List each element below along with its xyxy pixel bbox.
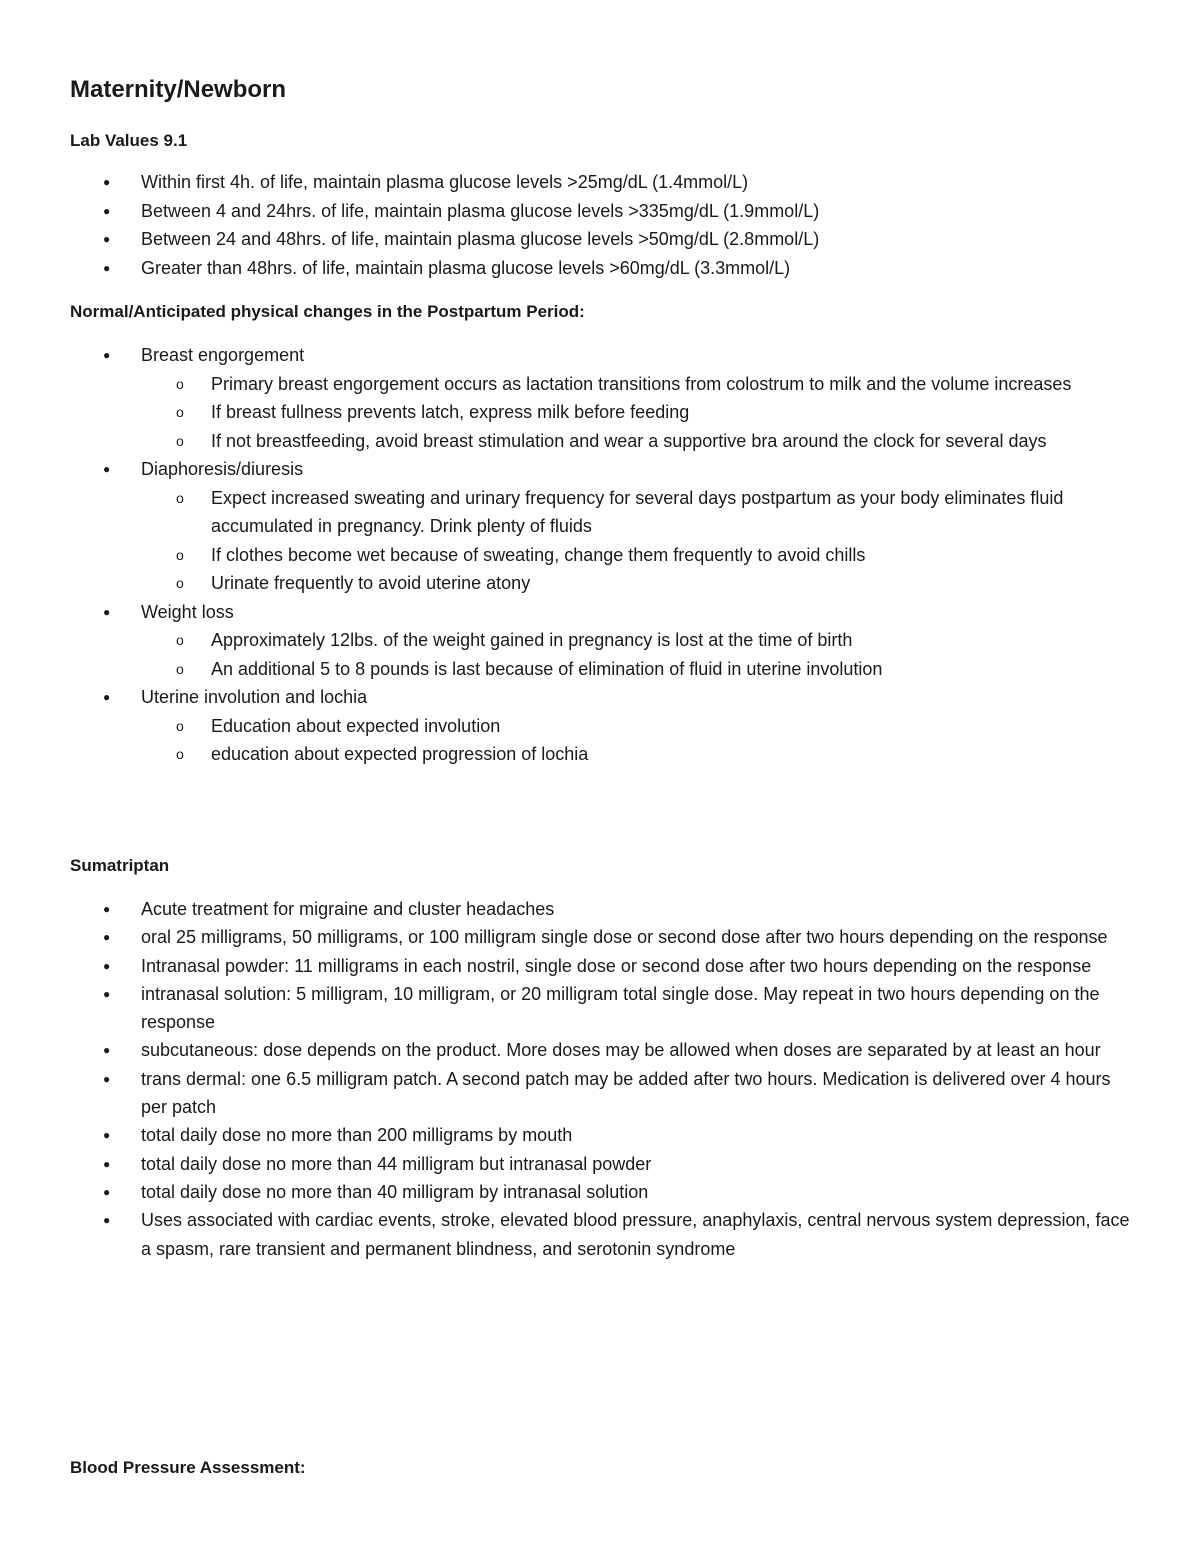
list-item: ● Greater than 48hrs. of life, maintain plasma glucose levels >60mg/dL (3.3mmol/L)	[0, 254, 1140, 283]
blood-pressure-heading: Blood Pressure Assessment:	[70, 1458, 306, 1477]
list-item-label: Diaphoresis/diuresis	[141, 459, 304, 479]
list-item-label: Uterine involution and lochia	[141, 687, 368, 707]
list-item: ● Intranasal powder: 11 milligrams in each nostril, single dose or second dose after two hours depending on the response	[0, 952, 1140, 980]
sublist-item: o If not breastfeeding, avoid breast stimulation and wear a supportive bra around the clock for several days	[211, 427, 1140, 456]
sublist-item: o If breast fullness prevents latch, express milk before feeding	[211, 398, 1140, 427]
list-item: ● Uses associated with cardiac events, stroke, elevated blood pressure, anaphylaxis, central nervous system depression, face a spasm, rare transient and permanent blindness, and serotonin syndrome	[0, 1206, 1140, 1263]
sublist	[141, 626, 1140, 683]
sublist-item: o Education about expected involution	[211, 712, 1140, 741]
list-item-weight-loss	[0, 598, 1140, 684]
sublist-item: o Primary breast engorgement occurs as lactation transitions from colostrum to milk and the volume increases	[211, 370, 1140, 399]
sumatriptan-list	[0, 895, 1140, 1263]
sublist-item: o Expect increased sweating and urinary frequency for several days postpartum as your body eliminates fluid accumulated in pregnancy. Drink plenty of fluids	[211, 484, 1140, 541]
list-item-uterine-involution	[0, 683, 1140, 769]
list-item: ● trans dermal: one 6.5 milligram patch. A second patch may be added after two hours. Medication is delivered over 4 hours per patch	[0, 1065, 1140, 1122]
sublist	[141, 370, 1140, 456]
sublist-item: o Urinate frequently to avoid uterine atony	[211, 569, 1140, 598]
document-title: Maternity/Newborn	[70, 76, 287, 103]
sublist-item: o If clothes become wet because of sweating, change them frequently to avoid chills	[211, 541, 1140, 570]
postpartum-heading: Normal/Anticipated physical changes in the Postpartum Period:	[70, 302, 585, 321]
list-item: ● oral 25 milligrams, 50 milligrams, or 100 milligram single dose or second dose after two hours depending on the response	[0, 923, 1140, 951]
list-item: ● Between 24 and 48hrs. of life, maintain plasma glucose levels >50mg/dL (2.8mmol/L)	[0, 225, 1140, 254]
list-item-label: Breast engorgement	[141, 345, 305, 365]
list-item-breast-engorgement	[0, 341, 1140, 455]
list-item: ● total daily dose no more than 40 milligram by intranasal solution	[0, 1178, 1140, 1206]
list-item-diaphoresis	[0, 455, 1140, 598]
sublist-item: o education about expected progression of lochia	[211, 740, 1140, 769]
list-item: ● total daily dose no more than 44 milligram but intranasal powder	[0, 1150, 1140, 1178]
list-item: ● intranasal solution: 5 milligram, 10 milligram, or 20 milligram total single dose. May repeat in two hours depending on the response	[0, 980, 1140, 1037]
sublist	[141, 484, 1140, 598]
list-item: ● Within first 4h. of life, maintain plasma glucose levels >25mg/dL (1.4mmol/L)	[0, 168, 1140, 197]
postpartum-list	[0, 341, 1140, 769]
sublist-item: o Approximately 12lbs. of the weight gained in pregnancy is lost at the time of birth	[211, 626, 1140, 655]
lab-values-heading: Lab Values 9.1	[70, 131, 188, 150]
sublist	[141, 712, 1140, 769]
list-item: ● Between 4 and 24hrs. of life, maintain plasma glucose levels >335mg/dL (1.9mmol/L)	[0, 197, 1140, 226]
list-item-label: Weight loss	[141, 601, 234, 622]
sublist-item: o An additional 5 to 8 pounds is last because of elimination of fluid in uterine involution	[211, 655, 1140, 684]
list-item: ● Acute treatment for migraine and cluster headaches	[0, 895, 1140, 923]
list-item: ● total daily dose no more than 200 milligrams by mouth	[0, 1121, 1140, 1149]
lab-values-list	[0, 168, 1140, 282]
sumatriptan-heading: Sumatriptan	[70, 856, 170, 875]
list-item: ● subcutaneous: dose depends on the product. More doses may be allowed when doses are separated by at least an hour	[0, 1036, 1140, 1064]
